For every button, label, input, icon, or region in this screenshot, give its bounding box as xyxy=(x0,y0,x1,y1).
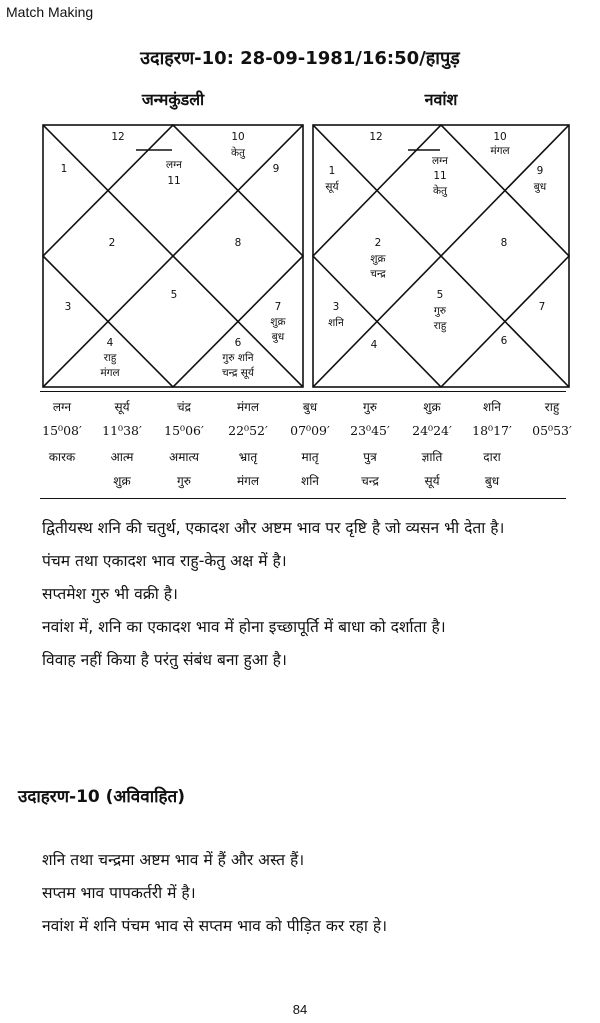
paragraph-5: विवाह नहीं किया है परंतु संबंध बना हुआ है। xyxy=(42,651,287,669)
janma-house-7-planet-1: शुक्र xyxy=(270,316,286,328)
page-number: 84 xyxy=(292,1002,308,1017)
planet-degree: 07⁰09′ xyxy=(290,423,330,438)
nav-house-11-num: 11 xyxy=(433,170,447,182)
planet-degree: 11⁰38′ xyxy=(102,423,142,438)
janma-house-9-num: 9 xyxy=(272,163,280,175)
body-paragraphs xyxy=(18,512,590,677)
planet-degree: 15⁰08′ xyxy=(42,423,82,438)
janma-house-4-num: 4 xyxy=(106,337,114,349)
planet-degree: 15⁰06′ xyxy=(164,423,204,438)
nav-house-10-planet: मंगल xyxy=(490,145,510,157)
nav-house-2-planet-1: शुक्र xyxy=(370,253,386,265)
janma-lagna-label: लग्न xyxy=(166,159,182,171)
karaka-name: कारक xyxy=(48,450,76,464)
nav-house-9-num: 9 xyxy=(536,165,544,177)
nav-house-4-num: 4 xyxy=(370,339,378,351)
karaka-name: अमात्य xyxy=(169,450,199,464)
nav-house-2-planet-2: चन्द्र xyxy=(370,268,386,280)
nav-house-3-planet: शनि xyxy=(328,317,344,329)
janma-house-7-num: 7 xyxy=(274,301,282,313)
nav-house-3-num: 3 xyxy=(332,301,340,313)
janma-house-8-num: 8 xyxy=(234,237,242,249)
section2-paragraph-3: नवांश में शनि पंचम भाव से सप्तम भाव को पीड़ित कर रहा हे। xyxy=(42,917,388,935)
janma-house-4-planet-2: मंगल xyxy=(100,367,120,379)
karaka-planet: गुरु xyxy=(177,474,191,488)
janma-house-1-num: 1 xyxy=(60,163,68,175)
section2-paragraph-2: सप्तम भाव पापकर्तरी में है। xyxy=(42,884,196,902)
section2-paragraph-1: शनि तथा चन्द्रमा अष्टम भाव में हैं और अस्त हैं। xyxy=(42,851,305,869)
janma-house-2-num: 2 xyxy=(108,237,116,249)
karaka-name: मातृ xyxy=(301,450,319,464)
janma-house-10-num: 10 xyxy=(231,131,245,143)
karaka-names-row xyxy=(30,448,580,470)
planet-degree: 18⁰17′ xyxy=(472,423,512,438)
planet-degree: 22⁰52′ xyxy=(228,423,268,438)
navamsha-chart xyxy=(312,124,570,388)
section2-paragraphs xyxy=(18,844,590,943)
nav-house-1-num: 1 xyxy=(328,165,336,177)
karaka-planets-row xyxy=(30,472,580,494)
nav-house-5-planet-2: राहु xyxy=(433,320,447,332)
janma-house-5-num: 5 xyxy=(170,289,178,301)
planet-degree: 05⁰53′ xyxy=(532,423,572,438)
navamsha-title: नवांश xyxy=(424,90,458,109)
karaka-name: आत्म xyxy=(110,450,134,464)
karaka-name: ज्ञाति xyxy=(421,450,443,464)
karaka-planet: सूर्य xyxy=(424,474,440,488)
planet-name: राहु xyxy=(544,400,560,414)
nav-house-10-num: 10 xyxy=(493,131,507,143)
janma-house-12-num: 12 xyxy=(111,131,125,143)
karaka-planet: मंगल xyxy=(236,474,260,488)
planet-name: लग्न xyxy=(52,400,72,414)
planet-degrees-row xyxy=(30,423,580,445)
nav-lagna-label: लग्न xyxy=(432,155,448,167)
nav-house-1-planet: सूर्य xyxy=(325,181,339,193)
running-header: Match Making xyxy=(6,4,94,20)
section-heading: उदाहरण-10 (अविवाहित) xyxy=(18,787,186,807)
janma-kundali-title: जन्मकुंडली xyxy=(141,90,205,109)
planet-name: शनि xyxy=(483,400,501,414)
nav-house-5-planet-1: गुरु xyxy=(433,305,447,317)
karaka-planet: चन्द्र xyxy=(361,474,379,488)
planet-name: चंद्र xyxy=(177,400,191,414)
janma-house-6-planet-1: गुरु शनि xyxy=(222,352,254,364)
planet-name: शुक्र xyxy=(423,400,441,414)
karaka-name: भ्रातृ xyxy=(238,450,258,464)
janma-house-4-planet-1: राहु xyxy=(103,352,117,364)
karaka-planet: शुक्र xyxy=(113,474,131,488)
janma-house-3-num: 3 xyxy=(64,301,72,313)
planet-name: बुध xyxy=(302,400,318,414)
planet-degree: 23⁰45′ xyxy=(350,423,390,438)
table-bottom-rule xyxy=(40,498,566,499)
paragraph-1: द्वितीयस्थ शनि की चतुर्थ, एकादश और अष्टम भाव पर दृष्टि है जो व्यसन भी देता है। xyxy=(42,519,505,537)
janma-house-6-num: 6 xyxy=(234,337,242,349)
nav-house-12-num: 12 xyxy=(369,131,383,143)
janma-house-10-planet: केतु xyxy=(230,147,246,159)
paragraph-4: नवांश में, शनि का एकादश भाव में होना इच्छापूर्ति में बाधा को दर्शाता है। xyxy=(42,618,446,636)
karaka-name: दारा xyxy=(483,450,501,464)
planet-name: सूर्य xyxy=(114,400,130,414)
janma-house-11-num: 11 xyxy=(167,175,181,187)
nav-house-8-num: 8 xyxy=(500,237,508,249)
planet-name: गुरु xyxy=(363,400,377,414)
janma-house-6-planet-2: चन्द्र सूर्य xyxy=(221,367,255,379)
janma-house-7-planet-2: बुध xyxy=(271,331,285,343)
paragraph-2: पंचम तथा एकादश भाव राहु-केतु अक्ष में है। xyxy=(42,552,287,570)
nav-house-6-num: 6 xyxy=(500,335,508,347)
planet-degree: 24⁰24′ xyxy=(412,423,452,438)
karaka-planet: शनि xyxy=(301,474,319,488)
example-title: उदाहरण-10: 28-09-1981/16:50/हापुड़ xyxy=(140,48,460,69)
nav-house-2-num: 2 xyxy=(374,237,382,249)
janma-kundali-chart xyxy=(42,124,304,388)
nav-house-5-num: 5 xyxy=(436,289,444,301)
karaka-planet: बुध xyxy=(484,474,500,488)
nav-house-11-planet: केतु xyxy=(432,185,448,197)
planet-name: मंगल xyxy=(236,400,260,414)
paragraph-3: सप्तमेश गुरु भी वक्री है। xyxy=(42,585,178,603)
planet-names-row xyxy=(30,398,580,420)
nav-house-7-num: 7 xyxy=(538,301,546,313)
nav-house-9-planet: बुध xyxy=(533,181,547,193)
karaka-name: पुत्र xyxy=(363,450,377,464)
table-top-rule xyxy=(40,391,566,392)
